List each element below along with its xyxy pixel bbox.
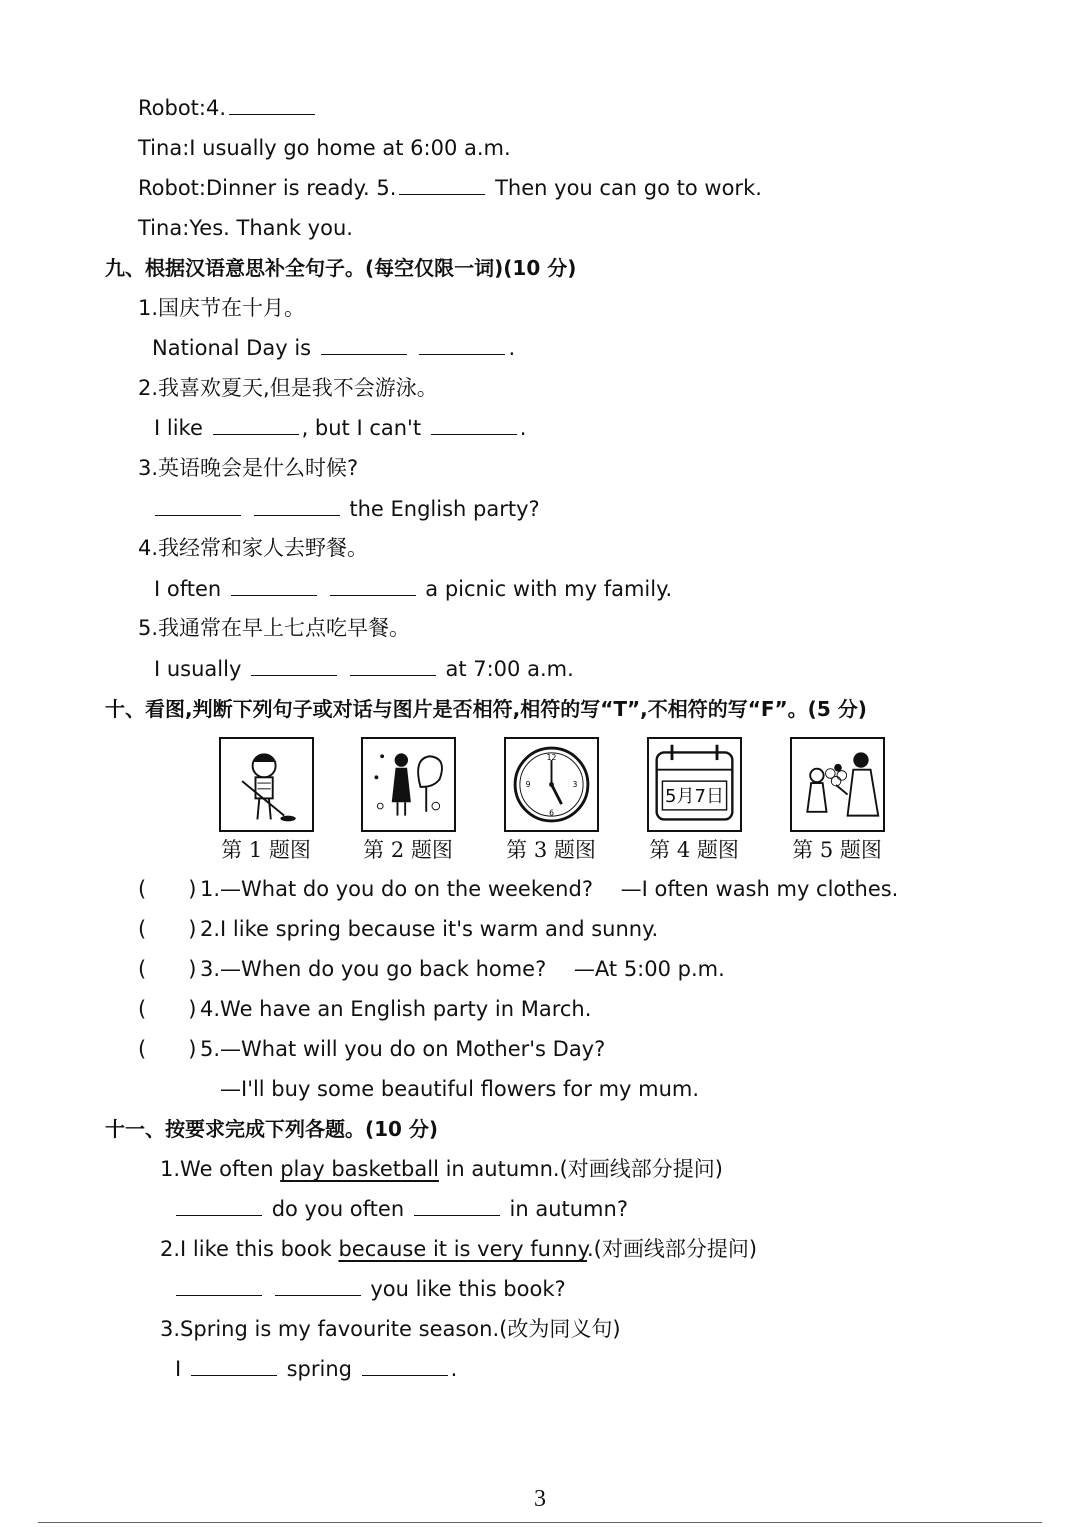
- sec11-q2-answer: you like this book?: [173, 1274, 566, 1304]
- caption-picture-1: 第 1 题图: [221, 838, 311, 862]
- answer-blank[interactable]: [251, 655, 337, 676]
- sec9-q1-chinese: 1.国庆节在十月。: [138, 296, 306, 320]
- footer-divider: [38, 1522, 1042, 1523]
- svg-text:6: 6: [549, 808, 554, 818]
- calendar-date-text: 5月7日: [665, 786, 724, 807]
- answer-blank[interactable]: [431, 414, 517, 435]
- answer-blank[interactable]: [155, 495, 241, 516]
- answer-blank[interactable]: [275, 1275, 361, 1296]
- picture-1-boy-sweeping: [219, 737, 314, 832]
- picture-4-calendar: [647, 737, 742, 832]
- sec10-item-5: ( ) 5.—What will you do on Mother's Day?: [138, 1034, 605, 1064]
- answer-blank[interactable]: [362, 1355, 448, 1376]
- sec9-q1-sentence: National Day is .: [152, 336, 516, 360]
- picture-3-clock: [504, 737, 599, 832]
- sec9-q3-sentence: the English party?: [152, 494, 540, 524]
- answer-blank[interactable]: [176, 1195, 262, 1216]
- underlined-phrase: play basketball: [280, 1157, 439, 1181]
- sec9-q4-sentence: I often a picnic with my family.: [154, 577, 673, 601]
- sec9-q5-chinese: 5.我通常在早上七点吃早餐。: [138, 616, 411, 640]
- sec9-q2-sentence: I like , but I can't .: [154, 416, 527, 440]
- page-number: 3: [534, 1486, 546, 1512]
- answer-blank[interactable]: [254, 495, 340, 516]
- answer-blank[interactable]: [229, 94, 315, 115]
- sec11-q1: 1.We often play basketball in autumn.(对画线部分提问): [160, 1157, 723, 1181]
- underlined-phrase: because it is very funny: [338, 1237, 587, 1261]
- sec9-q3-chinese: 3.英语晚会是什么时候?: [138, 456, 359, 480]
- sec10-item-3: ( ) 3.—When do you go back home? —At 5:00 p.m.: [138, 954, 725, 984]
- sec9-q5-sentence: I usually at 7:00 a.m.: [154, 657, 574, 681]
- svg-text:3: 3: [572, 779, 578, 789]
- sec9-q4-chinese: 4.我经常和家人去野餐。: [138, 536, 369, 560]
- sec9-q2-chinese: 2.我喜欢夏天,但是我不会游泳。: [138, 376, 438, 400]
- answer-blank[interactable]: [213, 414, 299, 435]
- section-10-title: 十、看图,判断下列句子或对话与图片是否相符,相符的写“T”,不相符的写“F”。(5 分): [105, 697, 867, 721]
- answer-blank[interactable]: [231, 575, 317, 596]
- answer-paren[interactable]: ( ): [138, 917, 197, 941]
- svg-text:12: 12: [546, 753, 557, 763]
- svg-text:9: 9: [525, 779, 531, 789]
- sec10-item-5-reply: —I'll buy some beautiful flowers for my mum.: [220, 1077, 700, 1101]
- caption-picture-3: 第 3 题图: [506, 838, 596, 862]
- sec11-q2: 2.I like this book because it is very funny.(对画线部分提问): [160, 1237, 758, 1261]
- answer-blank[interactable]: [414, 1195, 500, 1216]
- answer-blank[interactable]: [191, 1355, 277, 1376]
- answer-blank[interactable]: [321, 334, 407, 355]
- sec11-q1-answer: do you often in autumn?: [173, 1194, 628, 1224]
- picture-2-woman-spring: [361, 737, 456, 832]
- caption-picture-5: 第 5 题图: [792, 838, 882, 862]
- sec10-item-1: ( ) 1.—What do you do on the weekend? —I often wash my clothes.: [138, 874, 898, 904]
- dialog-line-tina-2: Tina:Yes. Thank you.: [138, 216, 353, 240]
- dialog-line-robot-5: Robot:Dinner is ready. 5. Then you can go to work.: [138, 176, 762, 200]
- caption-picture-2: 第 2 题图: [363, 838, 453, 862]
- sec10-item-4: ( ) 4.We have an English party in March.: [138, 994, 591, 1024]
- answer-blank[interactable]: [419, 334, 505, 355]
- dialog-line-tina-1: Tina:I usually go home at 6:00 a.m.: [138, 136, 511, 160]
- picture-5-flowers-for-mum: [790, 737, 885, 832]
- answer-paren[interactable]: ( ): [138, 997, 197, 1021]
- section-11-title: 十一、按要求完成下列各题。(10 分): [105, 1117, 439, 1141]
- sec11-q3-answer: I spring .: [175, 1357, 458, 1381]
- answer-paren[interactable]: ( ): [138, 877, 197, 901]
- answer-blank[interactable]: [350, 655, 436, 676]
- answer-paren[interactable]: ( ): [138, 1037, 197, 1061]
- sec11-q3: 3.Spring is my favourite season.(改为同义句): [160, 1317, 621, 1341]
- answer-paren[interactable]: ( ): [138, 957, 197, 981]
- section-9-title: 九、根据汉语意思补全句子。(每空仅限一词)(10 分): [105, 256, 577, 280]
- answer-blank[interactable]: [330, 575, 416, 596]
- answer-blank[interactable]: [399, 174, 485, 195]
- dialog-line-robot-4: Robot:4.: [138, 93, 318, 123]
- sec10-item-2: ( ) 2.I like spring because it's warm and sunny.: [138, 914, 658, 944]
- answer-blank[interactable]: [176, 1275, 262, 1296]
- caption-picture-4: 第 4 题图: [649, 838, 739, 862]
